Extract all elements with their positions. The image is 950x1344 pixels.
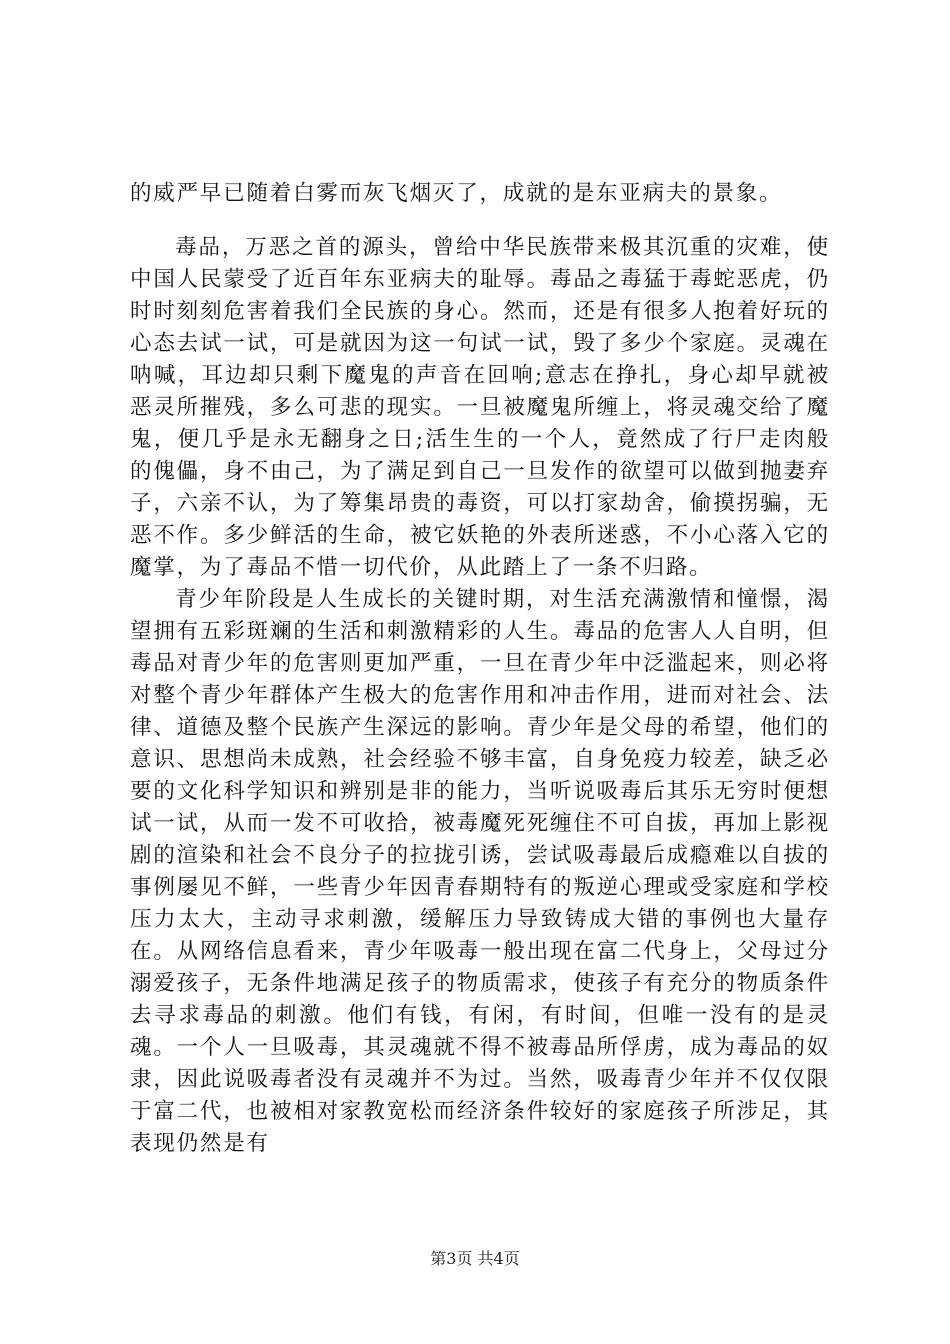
page-footer: 第3页 共4页	[430, 1249, 520, 1268]
paragraph-youth: 青少年阶段是人生成长的关键时期，对生活充满激情和憧憬，渴望拥有五彩斑斓的生活和刺激精彩的人生。毒品的危害人人自明，但毒品对青少年的危害则更加严重，一旦在青少年中泛滥起来，则必将对整个青少年群体产生极大的危害作用和冲击作用，进而对社会、法律、道德及整个民族产生深远的影响。青少年是父母的希望，他们的意识、思想尚未成熟，社会经验不够丰富，自身免疫力较差，缺乏必要的文化科学知识和辨别是非的能力，当听说吸毒后其乐无穷时便想试一试，从而一发不可收拾，被毒魔死死缠住不可自拔，再加上影视剧的渲染和社会不良分子的拉拢引诱，尝试吸毒最后成瘾难以自拔的事例屡见不鲜，一些青少年因青春期特有的叛逆心理或受家庭和学校压力太大，主动寻求刺激，缓解压力导致铸成大错的事例也大量存在。从网络信息看来，青少年吸毒一般出现在富二代身上，父母过分溺爱孩子，无条件地满足孩子的物质需求，使孩子有充分的物质条件去寻求毒品的刺激。他们有钱，有闲，有时间，但唯一没有的是灵魂。一个人一旦吸毒，其灵魂就不得不被毒品所俘虏，成为毒品的奴隶，因此说吸毒者没有灵魂并不为过。当然，吸毒青少年并不仅仅限于富二代，也被相对家教宽松而经济条件较好的家庭孩子所涉足，其表现仍然是有	[130, 587, 830, 1156]
paragraph-drug-harm: 毒品，万恶之首的源头，曾给中华民族带来极其沉重的灾难，使中国人民蒙受了近百年东亚病夫的耻辱。毒品之毒猛于毒蛇恶虎，仍时时刻刻危害着我们全民族的身心。然而，还是有很多人抱着好玩的心态去试一试，可是就因为这一句试一试，毁了多少个家庭。灵魂在呐喊，耳边却只剩下魔鬼的声音在回响;意志在挣扎，身心却早就被恶灵所摧残，多么可悲的现实。一旦被魔鬼所缠上，将灵魂交给了魔鬼，便几乎是永无翻身之日;活生生的一个人，竟然成了行尸走肉般的傀儡，身不由己，为了满足到自己一旦发作的欲望可以做到抛妻弃子，六亲不认，为了筹集昂贵的毒资，可以打家劫舍，偷摸拐骗，无恶不作。多少鲜活的生命，被它妖艳的外表所迷惑，不小心落入它的魔掌，为了毒品不惜一切代价，从此踏上了一条不归路。	[130, 235, 830, 580]
body-text-top	[130, 178, 830, 210]
body-text-main	[130, 232, 830, 1160]
paragraph-continuation: 的威严早已随着白雾而灰飞烟灭了，成就的是东亚病夫的景象。	[130, 181, 783, 206]
